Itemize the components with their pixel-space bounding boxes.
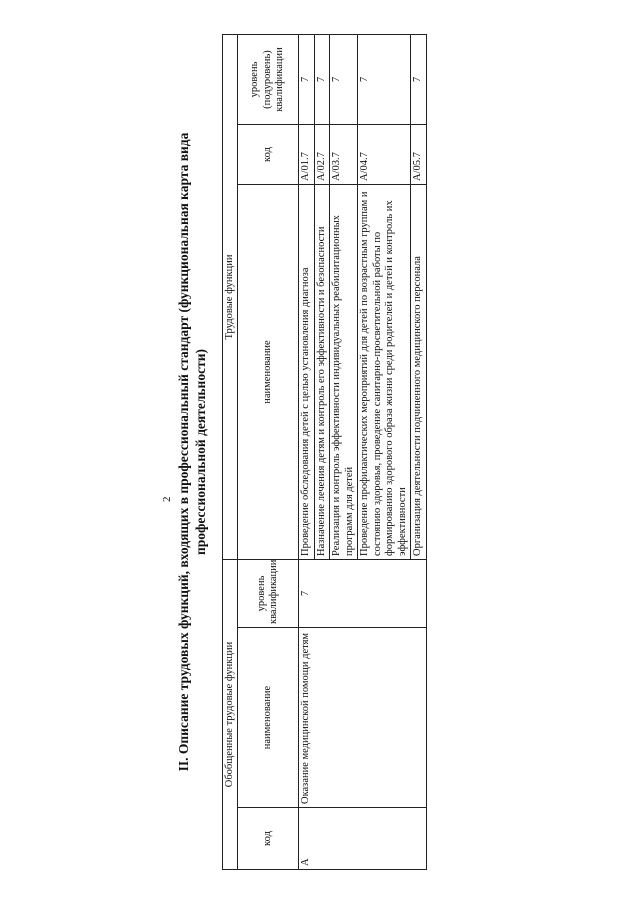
col-code-header: код [238,808,299,870]
function-level-cell: 7 [411,34,427,124]
col-name-header: наименование [238,628,299,808]
table-row [299,34,315,869]
function-code-cell: A/01.7 [299,125,315,185]
function-level-cell: 7 [330,34,358,124]
section-heading-line-1: II. Описание трудовых функций, входящих в профессиональный стандарт (функциональная карта вида [176,132,191,772]
function-level-cell: 7 [358,34,411,124]
function-level-cell: 7 [314,34,330,124]
function-code-cell: A/05.7 [411,125,427,185]
page-number: 2 [161,496,173,502]
section-heading-line-2: профессиональной деятельности) [193,349,208,555]
function-name-cell: Организация деятельности подчиненного медицинского персонала [411,185,427,560]
function-code-cell: A/04.7 [358,125,411,185]
generalized-functions-header: Обобщенные трудовые функции [223,560,238,870]
function-level-cell: 7 [299,34,315,124]
rotated-page [25,12,615,892]
col-function-name-header: наименование [238,185,299,560]
labor-functions-header: Трудовые функции [223,34,238,559]
function-code-cell: A/03.7 [330,125,358,185]
col-function-code-header: код [238,125,299,185]
function-name-cell: Проведение обследования детей с целью установления диагноза [299,185,315,560]
function-name-cell: Реализация и контроль эффективности индивидуальных реабилитационных программ для детей [330,185,358,560]
generalized-level-cell: 7 [299,560,427,628]
functional-map-table [222,34,427,870]
generalized-name-cell: Оказание медицинской помощи детям [299,628,427,808]
function-name-cell: Назначение лечения детям и контроль его эффективности и безопасности [314,185,330,560]
function-code-cell: A/02.7 [314,125,330,185]
col-sublevel-header: уровень (подуровень) квалификации [238,34,299,124]
function-name-cell: Проведение профилактических мероприятий для детей по возрастным группам и состоянию здоровья, проведение санитарно-просветительной работы по формированию здорового образа жизни среди родителей и детей и контроль их эффективности [358,185,411,560]
generalized-code-cell: A [299,808,427,870]
col-level-header: уровень квалификации [238,560,299,628]
section-heading [175,72,209,832]
